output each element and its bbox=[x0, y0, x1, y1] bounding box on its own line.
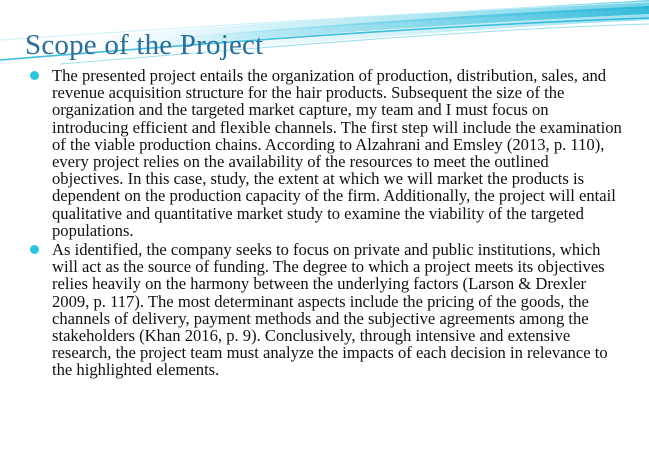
bullet-text: As identified, the company seeks to focus on private and public institutions, which will act as the source of funding. The degree to which a project meets its objectives relies heavily on the harmony between the underlying factors (Larson & Drexler 2009, p. 117). The most determinant aspects include the pricing of the goods, the channels of delivery, payment methods and the subjective agreements among the stakeholders (Khan 2016, p. 9). Conclusively, through intensive and extensive research, the project team must analyze the impacts of each decision in relevance to the highlighted elements. bbox=[52, 240, 608, 380]
bullet-item bbox=[28, 67, 624, 239]
bullet-list bbox=[28, 67, 624, 381]
slide-title: Scope of the Project bbox=[25, 29, 264, 61]
bullet-dot-icon bbox=[30, 71, 39, 80]
bullet-text: The presented project entails the organization of production, distribution, sales, and revenue acquisition structure for the hair products. Subsequent the size of the organization and the targeted market capture, my team and I must focus on introducing efficient and flexible channels. The first step will include the examination of the viable production chains. According to Alzahrani and Emsley (2013, p. 110), every project relies on the availability of the resources to meet the outlined objectives. In this case, study, the extent at which we will market the products is dependent on the production capacity of the firm. Additionally, the project will entail qualitative and quantitative market study to examine the viability of the targeted populations. bbox=[52, 66, 622, 240]
bullet-dot-icon bbox=[30, 245, 39, 254]
bullet-item bbox=[28, 241, 624, 379]
